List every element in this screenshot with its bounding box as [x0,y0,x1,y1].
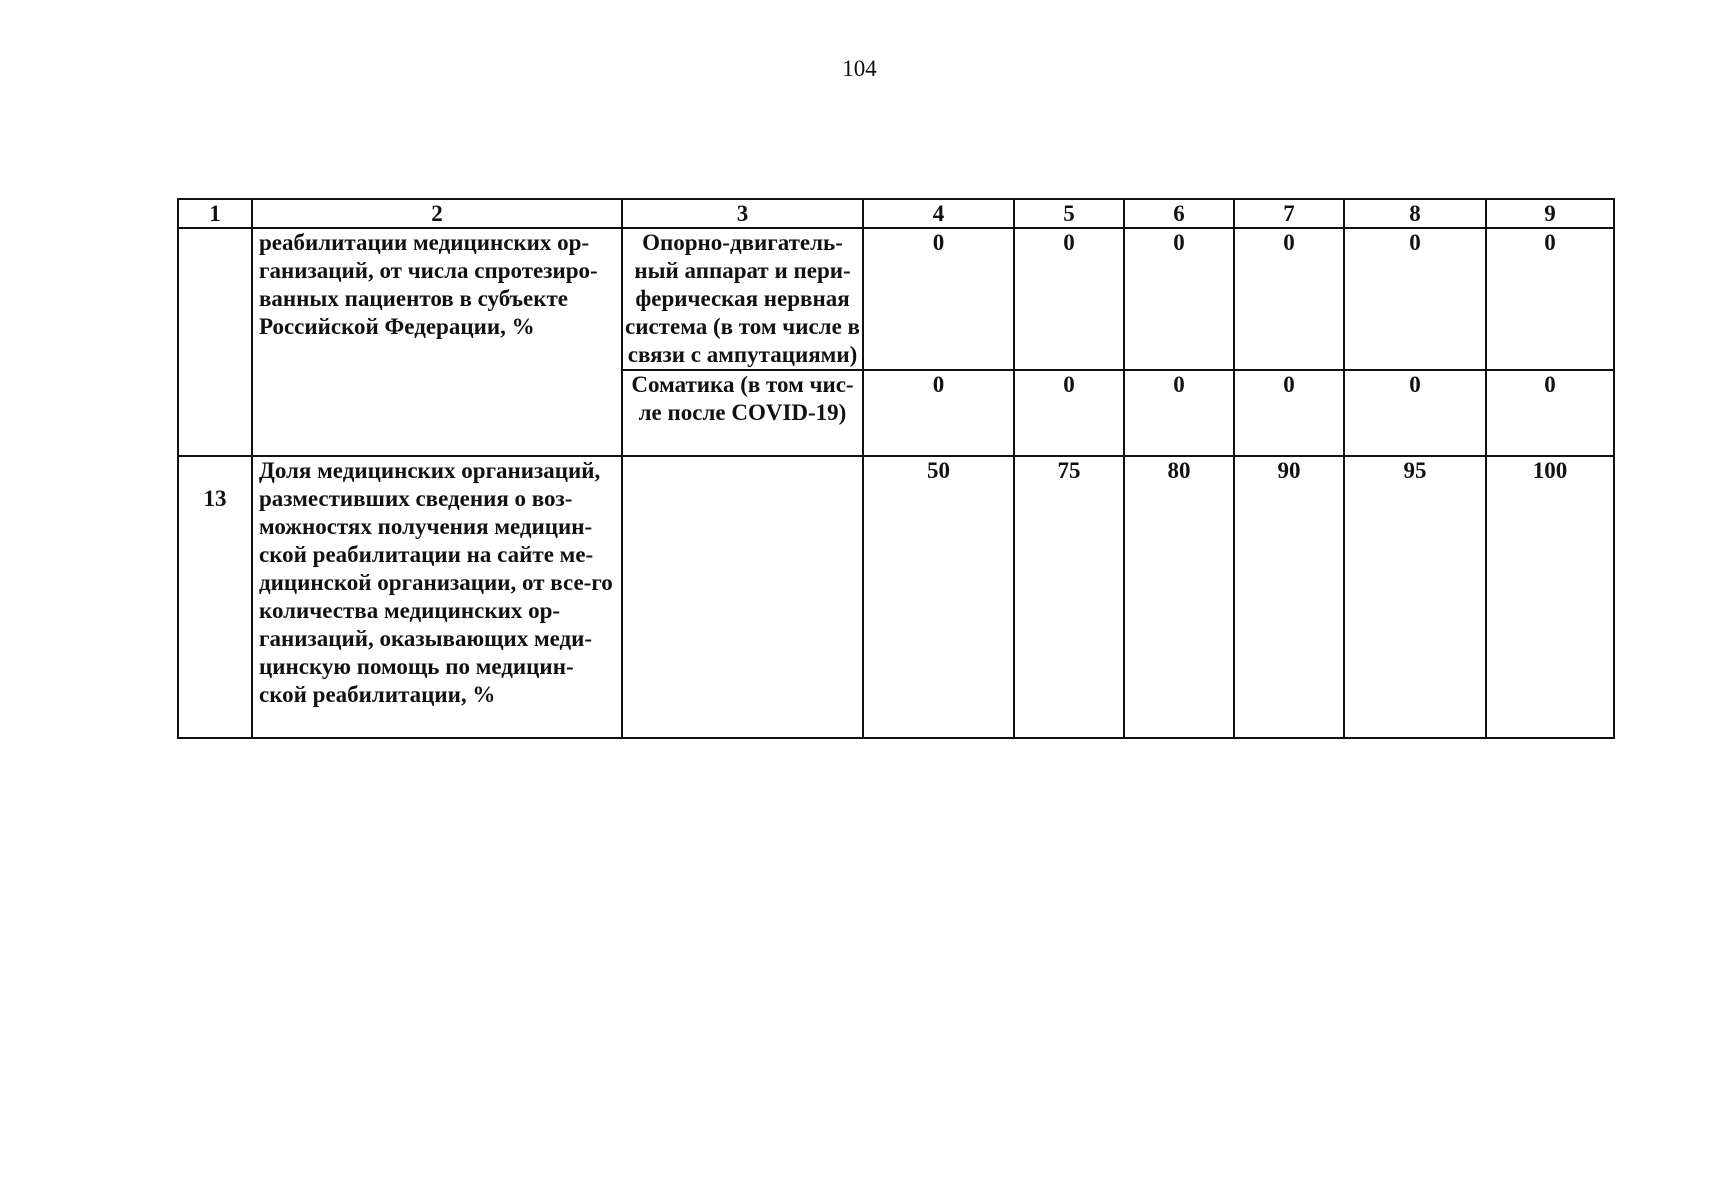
value-cell: 0 [1124,228,1234,370]
value-cell: 0 [1234,228,1344,370]
category-cell [622,456,863,738]
value-cell: 0 [1486,228,1614,370]
column-number: 8 [1344,199,1486,228]
table-row [178,228,1614,370]
indicators-table [177,198,1615,739]
row-number: 13 [178,456,252,738]
page-number: 104 [842,56,877,81]
value-cell: 0 [863,370,1014,456]
column-number: 4 [863,199,1014,228]
table-row [178,456,1614,738]
column-number: 9 [1486,199,1614,228]
value-cell: 0 [1234,370,1344,456]
value-cell: 0 [1014,370,1124,456]
column-number: 2 [252,199,622,228]
value-cell: 0 [863,228,1014,370]
value-cell: 90 [1234,456,1344,738]
column-number: 3 [622,199,863,228]
value-cell: 75 [1014,456,1124,738]
value-cell: 0 [1014,228,1124,370]
column-number: 1 [178,199,252,228]
value-cell: 50 [863,456,1014,738]
value-cell: 0 [1344,370,1486,456]
value-cell: 0 [1344,228,1486,370]
indicator-name: реабилитации медицинских ор-ганизаций, от числа спротезиро-ванных пациентов в субъекте Российской Федерации, % [252,228,622,456]
column-number: 6 [1124,199,1234,228]
value-cell: 100 [1486,456,1614,738]
value-cell: 95 [1344,456,1486,738]
value-cell: 0 [1124,370,1234,456]
category-cell: Опорно-двигатель-ный аппарат и пери-ферическая нервная система (в том числе в связи с ампутациями) [622,228,863,370]
indicator-name: Доля медицинских организаций, разместивших сведения о воз-можностях получения медицин-ской реабилитации на сайте ме-дицинской организации, от все-го количества медицинских ор-ганизаций, оказывающих меди-цинскую помощь по медицин-ской реабилитации, % [252,456,622,738]
row-number [178,228,252,456]
value-cell: 0 [1486,370,1614,456]
value-cell: 80 [1124,456,1234,738]
column-number: 5 [1014,199,1124,228]
column-number-row [178,199,1614,228]
category-cell: Соматика (в том чис-ле после COVID-19) [622,370,863,456]
column-number: 7 [1234,199,1344,228]
